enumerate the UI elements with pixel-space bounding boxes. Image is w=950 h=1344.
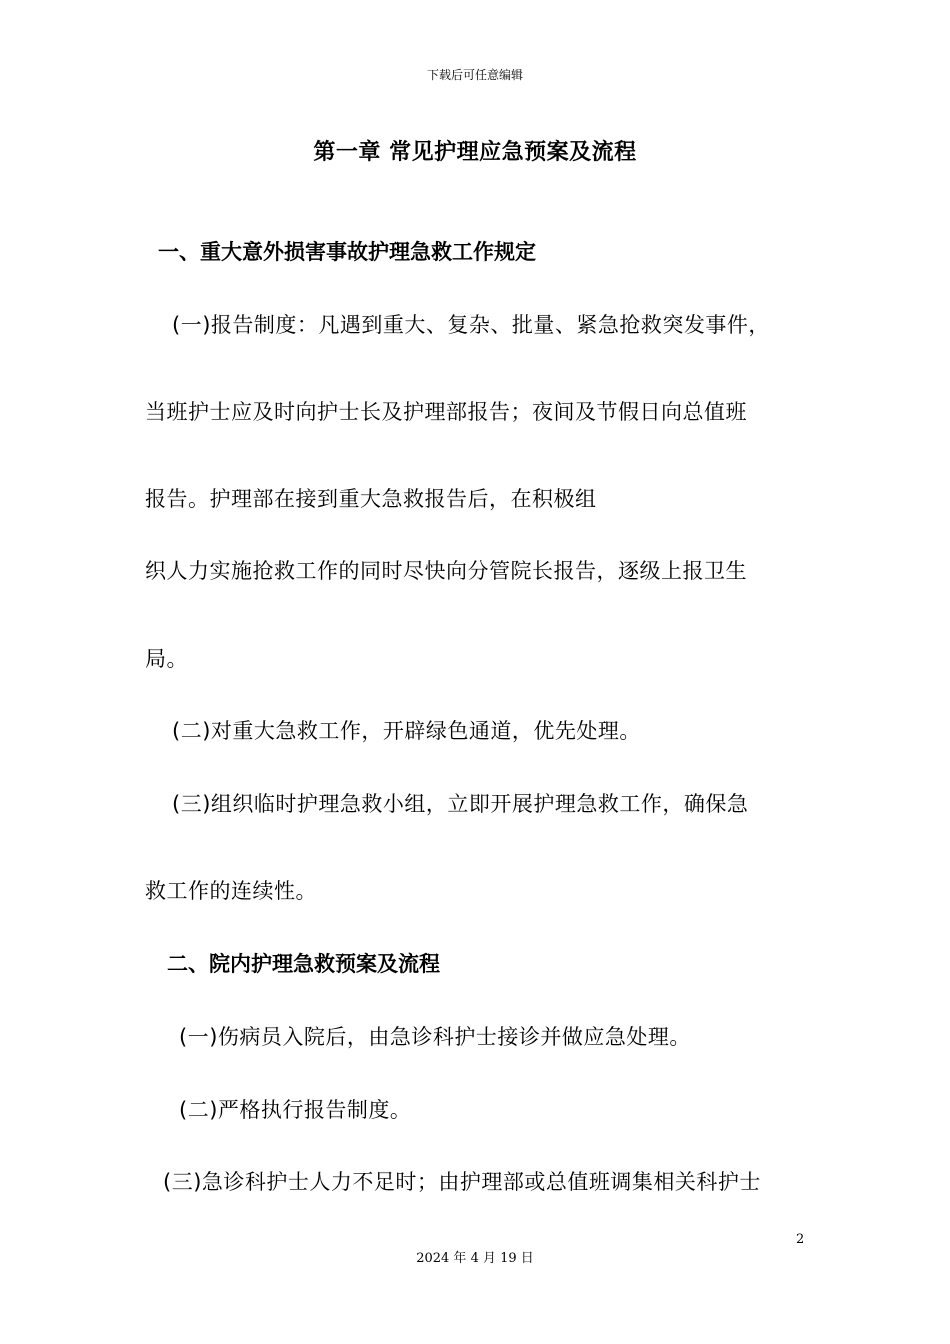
section-1-line-6: (二)对重大急救工作，开辟绿色通道，优先处理。	[172, 719, 641, 743]
section-1-line-2: 当班护士应及时向护士长及护理部报告；夜间及节假日向总值班	[145, 400, 747, 424]
section-1-line-1: (一)报告制度：凡遇到重大、复杂、批量、紧急抢救突发事件，	[172, 313, 770, 337]
chapter-title: 第一章 常见护理应急预案及流程	[313, 140, 637, 165]
section-2-line-2: (二)严格执行报告制度。	[179, 1098, 412, 1122]
section-1-line-4: 织人力实施抢救工作的同时尽快向分管院长报告，逐级上报卫生	[145, 559, 747, 583]
page-number: 2	[796, 1232, 805, 1247]
section-2-heading: 二、院内护理急救预案及流程	[167, 952, 440, 976]
section-1-line-5: 局。	[145, 647, 188, 671]
section-1-line-3: 报告。护理部在接到重大急救报告后，在积极组	[145, 487, 597, 511]
footer-date: 2024 年 4 月 19 日	[416, 1251, 534, 1266]
section-2-line-3: (三)急诊科护士人力不足时；由护理部或总值班调集相关科护士	[163, 1170, 761, 1194]
section-1-heading: 一、重大意外损害事故护理急救工作规定	[158, 240, 536, 264]
section-1-line-8: 救工作的连续性。	[145, 879, 317, 903]
section-2-line-1: (一)伤病员入院后，由急诊科护士接诊并做应急处理。	[179, 1025, 691, 1049]
section-1-line-7: (三)组织临时护理急救小组，立即开展护理急救工作，确保急	[172, 792, 749, 816]
header-note: 下载后可任意编辑	[426, 68, 523, 82]
